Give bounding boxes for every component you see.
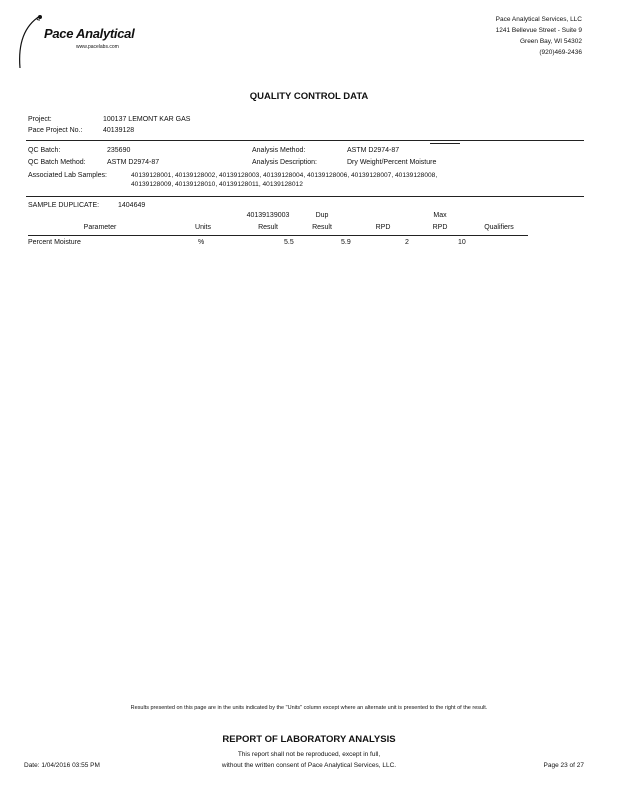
project-value: 100137 LEMONT KAR GAS [103,116,191,123]
sample-duplicate-id: 1404649 [118,202,146,209]
pace-project-value: 40139128 [103,127,135,134]
footer-page: Page 23 of 27 [543,762,584,769]
row-dup-result: 5.9 [341,239,351,246]
qc-batch-value: 235690 [107,147,131,154]
col-parameter: Parameter [83,224,117,231]
assoc-samples-line-2: 40139128009, 40139128010, 40139128011, 40139128012 [131,181,303,188]
col-max-top: Max [433,212,447,219]
col-sample-bottom: Result [258,224,278,231]
qc-method-value: ASTM D2974-87 [107,159,160,166]
divider-mid [26,196,584,197]
project-label: Project: [28,116,52,123]
col-dup-top: Dup [315,212,329,219]
page-title: QUALITY CONTROL DATA [249,91,369,102]
analysis-desc-value: Dry Weight/Percent Moisture [347,159,437,166]
col-qualifiers: Qualifiers [484,224,514,231]
analysis-desc-label: Analysis Description: [252,159,317,166]
analysis-method-value: ASTM D2974-87 [347,147,400,154]
col-rpd: RPD [375,224,391,231]
table-header-rule [28,235,528,236]
address-line-2: Green Bay, WI 54302 [519,38,582,45]
footer-line-2: without the written consent of Pace Analytical Services, LLC. [221,762,397,769]
qc-batch-label: QC Batch: [28,147,61,154]
footer-date: Date: 1/04/2016 03:55 PM [24,762,100,769]
col-sample-top: 40139139003 [246,212,290,219]
row-result: 5.5 [284,239,294,246]
logo-url: www.pacelabs.com [76,44,119,50]
analysis-method-label: Analysis Method: [252,147,306,154]
col-max-bottom: RPD [432,224,448,231]
col-dup-bottom: Result [312,224,332,231]
address-line-1: 1241 Bellevue Street - Suite 9 [495,27,582,34]
row-max-rpd: 10 [458,239,466,246]
divider-top [26,140,584,141]
row-rpd: 2 [405,239,409,246]
assoc-samples-label: Associated Lab Samples: [28,172,107,179]
footer-note: Results presented on this page are in the units indicated by the "Units" column except where an alternate unit is presented to the right of the result. [130,705,488,711]
company-name: Pace Analytical Services, LLC [495,16,582,23]
phone: (920)469-2436 [539,49,582,56]
logo-text: Pace Analytical [44,26,135,41]
report-title: REPORT OF LABORATORY ANALYSIS [222,734,396,745]
divider-small [430,143,460,144]
qc-method-label: QC Batch Method: [28,159,86,166]
row-parameter: Percent Moisture [28,239,81,246]
assoc-samples-line-1: 40139128001, 40139128002, 40139128003, 40139128004, 40139128006, 40139128007, 40139128008, [131,172,438,179]
pace-project-label: Pace Project No.: [28,127,83,134]
row-units: % [198,239,205,246]
sample-duplicate-label: SAMPLE DUPLICATE: [28,202,100,209]
col-units: Units [195,224,211,231]
footer-line-1: This report shall not be reproduced, except in full, [237,751,381,758]
